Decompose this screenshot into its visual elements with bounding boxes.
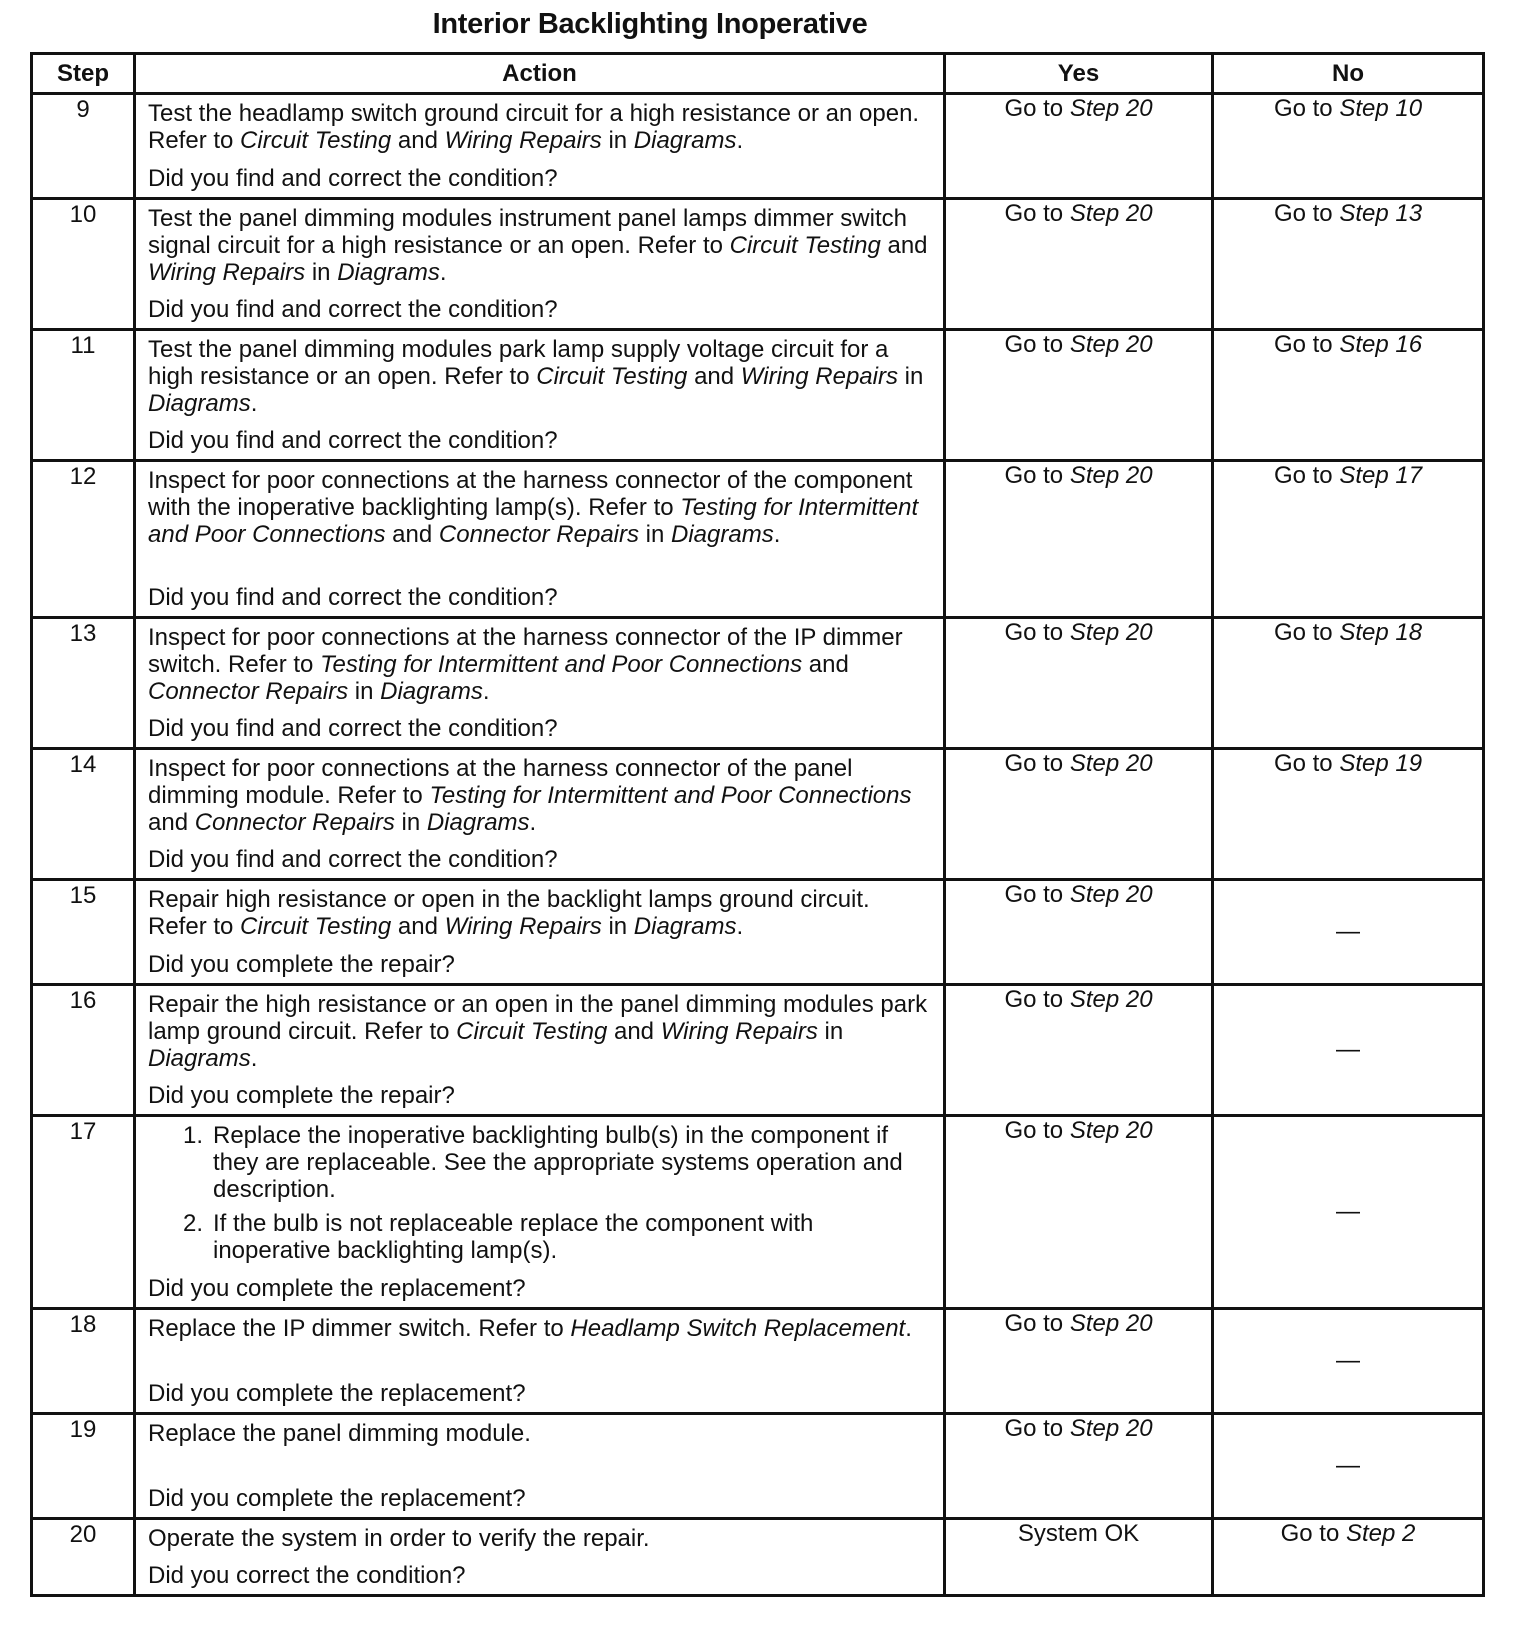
table-row (32, 94, 1484, 199)
yes-result (945, 94, 1213, 199)
reference-link-text: Testing for Intermittent and Poor Connections (148, 494, 919, 548)
yes-result (945, 330, 1213, 461)
yes-result-text: Go to (1004, 200, 1070, 227)
action-question: Did you find and correct the condition? (148, 584, 558, 611)
table-row (32, 199, 1484, 330)
list-number: 2. (182, 1210, 203, 1237)
action-text-segment: . (250, 390, 258, 417)
yes-result-text: Go to (1004, 986, 1070, 1013)
step-number: 20 (32, 1519, 135, 1596)
table-row (32, 1116, 1484, 1309)
yes-result-step: Step 20 (1069, 619, 1153, 646)
action-cell (135, 1414, 945, 1519)
action-text-segment: and (385, 521, 439, 548)
no-result-step: Step 10 (1339, 95, 1423, 122)
table-row (32, 985, 1484, 1116)
action-text-segment: in (601, 127, 634, 154)
action-text (148, 205, 933, 286)
yes-result-step: Step 20 (1069, 750, 1153, 777)
action-text (148, 624, 933, 705)
step-number: 13 (32, 618, 135, 749)
action-content (136, 1117, 943, 1307)
action-cell (135, 94, 945, 199)
reference-link-text: Diagrams (426, 809, 530, 836)
action-text-segment: Test the headlamp switch ground circuit for a high resistance or an open. Refer to (148, 100, 920, 154)
reference-link-text: Circuit Testing (240, 913, 392, 940)
action-content (136, 1310, 943, 1412)
action-question: Did you find and correct the condition? (148, 846, 558, 873)
yes-result (945, 880, 1213, 985)
reference-link-text: Wiring Repairs (660, 1018, 818, 1045)
action-content (136, 1415, 943, 1517)
no-result (1213, 880, 1484, 985)
reference-link-text: Wiring Repairs (444, 127, 602, 154)
no-result (1213, 1414, 1484, 1519)
action-text-segment: Test the panel dimming modules instrument panel lamps dimmer switch signal circuit for a high resistance or an open. Refer to (148, 205, 907, 259)
action-question: Did you correct the condition? (148, 1562, 466, 1589)
no-result-step: Step 13 (1339, 200, 1423, 227)
action-text-segment: Replace the panel dimming module. (148, 1420, 531, 1447)
reference-link-text: Diagrams (671, 521, 774, 548)
reference-link-text: Headlamp Switch Replacement (570, 1315, 906, 1342)
reference-link-text: Diagrams (380, 678, 483, 705)
action-text-segment: Inspect for poor connections at the harness connector of the IP dimmer switch. Refer to (148, 624, 903, 678)
no-result-dash: — (1336, 1452, 1360, 1479)
table-row (32, 330, 1484, 461)
yes-result-step: Step 20 (1069, 331, 1153, 358)
no-result-dash: — (1336, 1347, 1360, 1374)
action-text (148, 755, 933, 836)
action-text (148, 886, 933, 940)
action-content (136, 619, 943, 747)
yes-result-text: Go to (1004, 1117, 1070, 1144)
reference-link-text: Wiring Repairs (444, 913, 602, 940)
yes-result-step: Step 20 (1069, 1415, 1153, 1442)
table-row (32, 1519, 1484, 1596)
yes-result-text: Go to (1004, 95, 1070, 122)
yes-result (945, 618, 1213, 749)
action-text-segment: Repair the high resistance or an open in the panel dimming modules park lamp ground circuit. Refer to (148, 991, 928, 1045)
step-number: 15 (32, 880, 135, 985)
step-number: 16 (32, 985, 135, 1116)
yes-result-step: Step 20 (1069, 986, 1153, 1013)
yes-result-text: Go to (1004, 619, 1070, 646)
no-result-text: Go to (1273, 95, 1340, 122)
yes-result-text: Go to (1004, 331, 1070, 358)
reference-link-text: Circuit Testing (456, 1018, 608, 1045)
no-result-dash: — (1336, 918, 1360, 945)
yes-result-text: Go to (1004, 1310, 1070, 1337)
action-content (136, 462, 943, 616)
yes-result (945, 1519, 1213, 1596)
action-text-segment: in (817, 1018, 844, 1045)
header-action: Action (135, 54, 945, 94)
reference-link-text: Circuit Testing (240, 127, 392, 154)
action-text (148, 1315, 933, 1342)
reference-link-text: Diagrams (633, 127, 737, 154)
action-text-segment: . (773, 521, 781, 548)
action-text-segment: in (305, 259, 338, 286)
no-result-step: Step 2 (1345, 1520, 1416, 1547)
reference-link-text: Testing for Intermittent and Poor Connections (429, 782, 912, 809)
header-step: Step (32, 54, 135, 94)
yes-result (945, 985, 1213, 1116)
action-text-segment: in (601, 913, 634, 940)
action-text-segment: . (736, 913, 744, 940)
yes-result-text: Go to (1004, 1415, 1070, 1442)
reference-link-text: Circuit Testing (536, 363, 688, 390)
no-result-step: Step 16 (1339, 331, 1423, 358)
action-list-item (148, 1122, 933, 1203)
no-result-text: Go to (1273, 750, 1340, 777)
no-result-step: Step 17 (1339, 462, 1423, 489)
action-list-item (148, 1210, 933, 1264)
action-text (148, 1420, 933, 1447)
action-text-segment: and (802, 651, 849, 678)
action-question: Did you find and correct the condition? (148, 715, 558, 742)
step-number: 11 (32, 330, 135, 461)
action-text-segment: in (348, 678, 381, 705)
list-number: 1. (182, 1122, 203, 1149)
action-text-segment: in (897, 363, 924, 390)
list-text: If the bulb is not replaceable replace the component with inoperative backlighting lamp(s). (213, 1210, 814, 1264)
action-cell (135, 985, 945, 1116)
action-question: Did you find and correct the condition? (148, 427, 558, 454)
action-question: Did you complete the repair? (148, 951, 455, 978)
reference-link-text: Diagrams (633, 913, 737, 940)
action-text-segment: Test the panel dimming modules park lamp supply voltage circuit for a high resistance or an open. Refer to (148, 336, 889, 390)
list-text: Replace the inoperative backlighting bulb(s) in the component if they are replaceable. See the appropriate systems operation and description. (213, 1122, 903, 1203)
action-text-segment: and (148, 809, 195, 836)
diagnostic-table (30, 52, 1485, 1597)
action-cell (135, 330, 945, 461)
table-row (32, 880, 1484, 985)
no-result-text: Go to (1273, 619, 1340, 646)
reference-link-text: Connector Repairs (148, 678, 349, 705)
action-text-segment: . (736, 127, 744, 154)
step-number: 10 (32, 199, 135, 330)
step-number: 14 (32, 749, 135, 880)
reference-link-text: Circuit Testing (729, 232, 881, 259)
action-cell (135, 199, 945, 330)
yes-result (945, 1309, 1213, 1414)
action-cell (135, 1309, 945, 1414)
no-result (1213, 1309, 1484, 1414)
yes-result (945, 461, 1213, 618)
action-text-segment: . (482, 678, 490, 705)
no-result (1213, 1519, 1484, 1596)
header-yes: Yes (945, 54, 1213, 94)
action-content (136, 331, 943, 459)
action-text-segment: Repair high resistance or open in the backlight lamps ground circuit. Refer to (148, 886, 870, 940)
document-title: Interior Backlighting Inoperative (432, 8, 868, 40)
table-row (32, 461, 1484, 618)
action-text-segment: in (639, 521, 672, 548)
action-question: Did you complete the replacement? (148, 1380, 526, 1407)
table-row (32, 1414, 1484, 1519)
action-text-segment: Inspect for poor connections at the harness connector of the component with the inoperative backlighting lamp(s). Refer to (148, 467, 913, 521)
action-question: Did you complete the replacement? (148, 1485, 526, 1512)
action-text-segment: and (880, 232, 928, 259)
action-text (148, 991, 933, 1072)
action-text (148, 1525, 933, 1552)
action-content (136, 1520, 943, 1594)
action-content (136, 881, 943, 983)
no-result-dash: — (1336, 1198, 1360, 1225)
yes-result-step: Step 20 (1069, 1310, 1153, 1337)
action-question: Did you find and correct the condition? (148, 296, 558, 323)
no-result (1213, 94, 1484, 199)
no-result (1213, 461, 1484, 618)
yes-result-text: Go to (1004, 462, 1070, 489)
yes-result (945, 1116, 1213, 1309)
reference-link-text: Wiring Repairs (148, 259, 306, 286)
action-cell (135, 1519, 945, 1596)
yes-result-step: Step 20 (1069, 95, 1153, 122)
action-text-segment: Operate the system in order to verify the repair. (148, 1525, 650, 1552)
action-content (136, 986, 943, 1114)
action-text-segment: and (607, 1018, 661, 1045)
no-result (1213, 1116, 1484, 1309)
action-text-segment: . (905, 1315, 912, 1342)
step-number: 9 (32, 94, 135, 199)
yes-result-step: Step 20 (1069, 1117, 1153, 1144)
action-text-segment: and (391, 127, 445, 154)
action-question: Did you complete the replacement? (148, 1275, 526, 1302)
action-text (148, 467, 933, 548)
yes-result-step: Step 20 (1069, 200, 1153, 227)
no-result (1213, 330, 1484, 461)
action-text-segment: and (687, 363, 741, 390)
no-result-text: Go to (1273, 200, 1340, 227)
table-header-row (32, 54, 1484, 94)
action-content (136, 95, 943, 197)
no-result-step: Step 19 (1339, 750, 1423, 777)
table-row (32, 749, 1484, 880)
no-result (1213, 618, 1484, 749)
action-text-segment: and (391, 913, 445, 940)
yes-result-text: System OK (1017, 1520, 1140, 1547)
reference-link-text: Testing for Intermittent and Poor Connections (320, 651, 803, 678)
action-question: Did you complete the repair? (148, 1082, 455, 1109)
no-result (1213, 749, 1484, 880)
yes-result (945, 749, 1213, 880)
action-content (136, 750, 943, 878)
action-text-segment: Replace the IP dimmer switch. Refer to (148, 1315, 571, 1342)
no-result (1213, 199, 1484, 330)
step-number: 12 (32, 461, 135, 618)
action-cell (135, 461, 945, 618)
no-result-text: Go to (1273, 331, 1340, 358)
action-text-segment: . (439, 259, 447, 286)
reference-link-text: Diagrams (148, 1045, 251, 1072)
table-row (32, 1309, 1484, 1414)
header-no: No (1213, 54, 1484, 94)
reference-link-text: Wiring Repairs (740, 363, 898, 390)
action-text-segment: . (529, 809, 537, 836)
action-cell (135, 880, 945, 985)
reference-link-text: Diagrams (148, 390, 251, 417)
reference-link-text: Connector Repairs (438, 521, 639, 548)
step-number: 18 (32, 1309, 135, 1414)
action-cell (135, 749, 945, 880)
step-number: 17 (32, 1116, 135, 1309)
no-result-text: Go to (1273, 462, 1340, 489)
yes-result-step: Step 20 (1069, 462, 1153, 489)
step-number: 19 (32, 1414, 135, 1519)
reference-link-text: Diagrams (337, 259, 440, 286)
action-content (136, 200, 943, 328)
action-text (148, 336, 933, 417)
yes-result (945, 199, 1213, 330)
yes-result-text: Go to (1004, 750, 1070, 777)
table-row (32, 618, 1484, 749)
action-text-segment: Inspect for poor connections at the harness connector of the panel dimming module. Refer to (148, 755, 853, 809)
no-result-step: Step 18 (1339, 619, 1423, 646)
yes-result (945, 1414, 1213, 1519)
action-list (148, 1122, 933, 1271)
no-result-dash: — (1336, 1036, 1360, 1063)
reference-link-text: Connector Repairs (194, 809, 395, 836)
yes-result-step: Step 20 (1069, 881, 1153, 908)
no-result-text: Go to (1280, 1520, 1346, 1547)
action-question: Did you find and correct the condition? (148, 165, 558, 192)
action-cell (135, 1116, 945, 1309)
action-cell (135, 618, 945, 749)
yes-result-text: Go to (1004, 881, 1070, 908)
action-text-segment: . (250, 1045, 258, 1072)
action-text (148, 100, 933, 154)
action-text-segment: in (394, 809, 427, 836)
no-result (1213, 985, 1484, 1116)
